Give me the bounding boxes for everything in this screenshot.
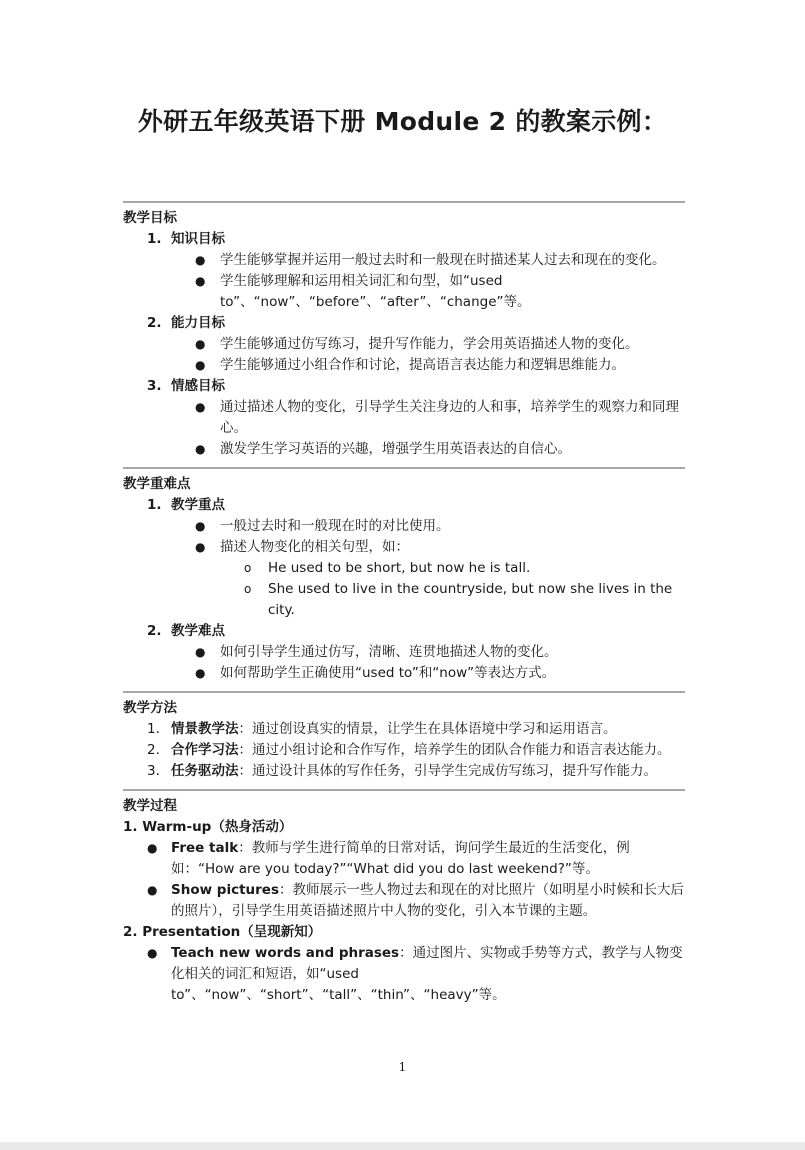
bullet-icon: ● bbox=[147, 883, 158, 897]
item-number: 3. bbox=[147, 378, 162, 394]
bullet-icon: ● bbox=[195, 540, 206, 554]
bullet-icon: ● bbox=[195, 274, 206, 288]
bullet-item: ● 学生能够掌握并运用一般过去时和一般现在时描述某人过去和现在的变化。 bbox=[123, 250, 685, 271]
process-step-heading: 2. Presentation（呈现新知） bbox=[123, 924, 322, 940]
page-title: 外研五年级英语下册 Module 2 的教案示例： bbox=[137, 107, 668, 136]
section-title: 教学过程 bbox=[123, 798, 177, 814]
numbered-item bbox=[123, 313, 685, 334]
section-divider bbox=[123, 201, 685, 203]
item-number: 1. bbox=[147, 721, 160, 737]
bullet-item: ● 激发学生学习英语的兴趣，增强学生用英语表达的自信心。 bbox=[123, 439, 685, 460]
item-number: 1. bbox=[147, 231, 162, 247]
item-label: 能力目标 bbox=[171, 315, 225, 331]
item-label: 合作学习法 bbox=[171, 742, 239, 758]
bullet-item: ● 描述人物变化的相关句型，如： bbox=[123, 537, 685, 558]
bullet-icon: ● bbox=[147, 946, 158, 960]
item-label: 教学难点 bbox=[171, 623, 225, 639]
bullet-item: ● 如何引导学生通过仿写，清晰、连贯地描述人物的变化。 bbox=[123, 642, 685, 663]
bullet-icon: ● bbox=[195, 519, 206, 533]
bullet-icon: ● bbox=[195, 337, 206, 351]
section-teaching-goals bbox=[123, 201, 685, 460]
section-title: 教学重难点 bbox=[123, 476, 191, 492]
circle-bullet-icon: o bbox=[244, 561, 252, 575]
example-sentence: o He used to be short, but now he is tall. bbox=[123, 558, 685, 579]
process-step-heading: 1. Warm-up（热身活动） bbox=[123, 819, 293, 835]
section-key-points bbox=[123, 467, 685, 684]
section-divider bbox=[123, 789, 685, 791]
bullet-item: ● 一般过去时和一般现在时的对比使用。 bbox=[123, 516, 685, 537]
bullet-icon: ● bbox=[147, 841, 158, 855]
item-number: 3. bbox=[147, 763, 160, 779]
bullet-item: ● 如何帮助学生正确使用“used to”和“now”等表达方式。 bbox=[123, 663, 685, 684]
section-teaching-process bbox=[123, 789, 685, 1006]
numbered-item bbox=[123, 229, 685, 250]
numbered-item bbox=[123, 621, 685, 642]
item-label: 知识目标 bbox=[171, 231, 225, 247]
section-divider bbox=[123, 691, 685, 693]
numbered-item bbox=[123, 376, 685, 397]
bullet-icon: ● bbox=[195, 358, 206, 372]
numbered-item bbox=[123, 495, 685, 516]
method-item: 2. 合作学习法：通过小组讨论和合作写作，培养学生的团队合作能力和语言表达能力。 bbox=[123, 740, 685, 761]
bullet-item: ● Show pictures：教师展示一些人物过去和现在的对比照片（如明星小时候和长大后的照片），引导学生用英语描述照片中人物的变化，引入本节课的主题。 bbox=[147, 882, 684, 919]
item-number: 2. bbox=[147, 315, 162, 331]
item-number: 2. bbox=[147, 623, 162, 639]
item-number: 1. bbox=[147, 497, 162, 513]
section-teaching-methods bbox=[123, 691, 685, 782]
bullet-item: ● Teach new words and phrases：通过图片、实物或手势等方式，教学与人物变化相关的词汇和短语，如“used to”、“now”、“short”、“tall”、“thin”、“heavy”等。 bbox=[147, 945, 683, 1003]
method-item: 3. 任务驱动法：通过设计具体的写作任务，引导学生完成仿写练习，提升写作能力。 bbox=[123, 761, 685, 782]
section-title: 教学方法 bbox=[123, 700, 177, 716]
bullet-icon: ● bbox=[195, 442, 206, 456]
document-body bbox=[123, 201, 685, 1013]
bullet-icon: ● bbox=[195, 666, 206, 680]
circle-bullet-icon: o bbox=[244, 582, 252, 596]
item-label: 教学重点 bbox=[171, 497, 225, 513]
bullet-icon: ● bbox=[195, 253, 206, 267]
bullet-item: ● 学生能够通过小组合作和讨论，提高语言表达能力和逻辑思维能力。 bbox=[123, 355, 685, 376]
bullet-icon: ● bbox=[195, 645, 206, 659]
item-number: 2. bbox=[147, 742, 160, 758]
item-label: 情景教学法 bbox=[171, 721, 239, 737]
bullet-item: ● Free talk：教师与学生进行简单的日常对话，询问学生最近的生活变化，例如：“How are you today?”“What did you do last weekend?”等。 bbox=[147, 840, 630, 877]
item-label: 情感目标 bbox=[171, 378, 225, 394]
bullet-item: ● 通过描述人物的变化，引导学生关注身边的人和事，培养学生的观察力和同理心。 bbox=[195, 399, 679, 436]
bullet-icon: ● bbox=[195, 400, 206, 414]
bullet-item: ● 学生能够通过仿写练习，提升写作能力，学会用英语描述人物的变化。 bbox=[123, 334, 685, 355]
section-title: 教学目标 bbox=[123, 210, 177, 226]
page-number: 1 bbox=[398, 1060, 407, 1074]
method-item: 1. 情景教学法：通过创设真实的情景，让学生在具体语境中学习和运用语言。 bbox=[123, 719, 685, 740]
bullet-item: ● 学生能够理解和运用相关词汇和句型，如“used to”、“now”、“before”、“after”、“change”等。 bbox=[195, 273, 531, 310]
section-divider bbox=[123, 467, 685, 469]
example-sentence: o She used to live in the countryside, but now she lives in the city. bbox=[244, 581, 673, 618]
item-label: 任务驱动法 bbox=[171, 763, 239, 779]
